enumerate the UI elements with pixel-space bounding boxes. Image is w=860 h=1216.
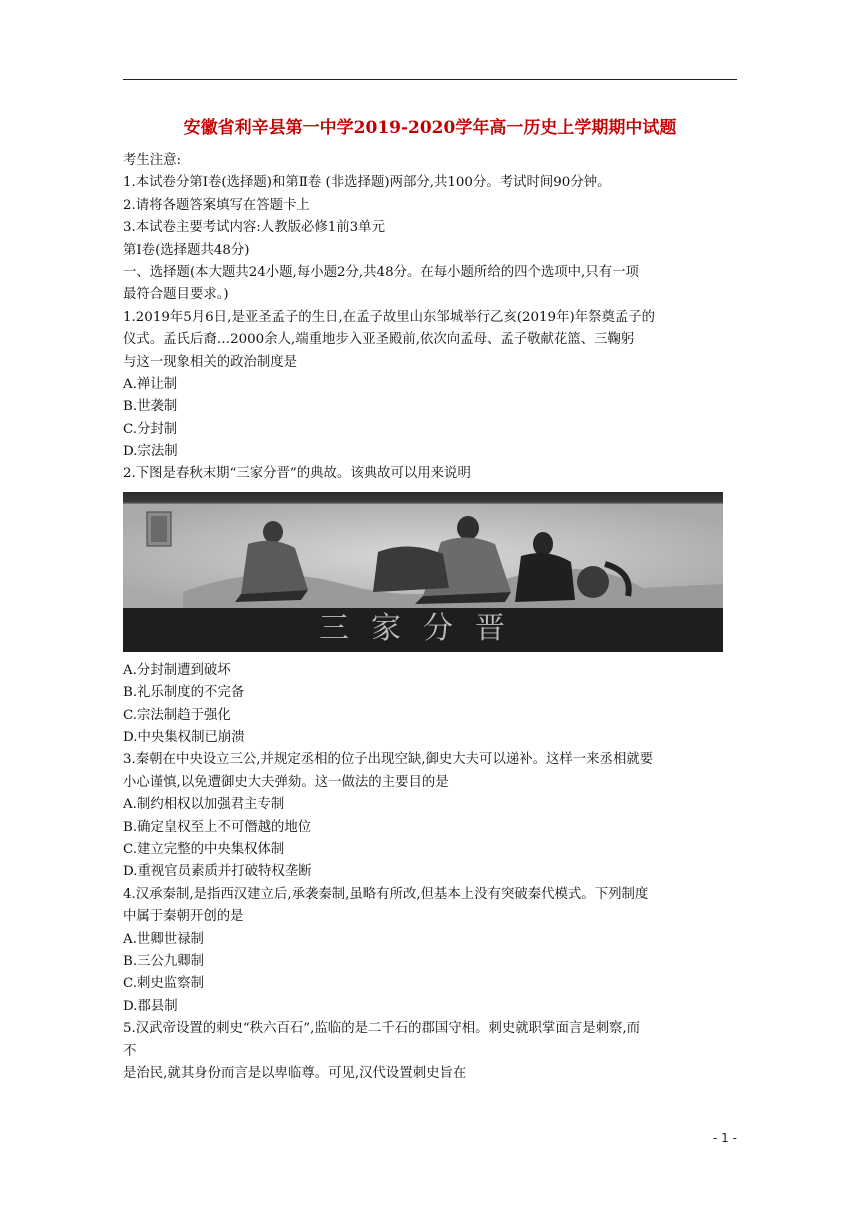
notice-line: 1.本试卷分第Ⅰ卷(选择题)和第Ⅱ卷 (非选择题)两部分,共100分。考试时间90分钟。 bbox=[123, 175, 611, 191]
question-2 bbox=[123, 463, 737, 749]
option-c: C.分封制 bbox=[123, 421, 178, 437]
option-b: B.三公九卿制 bbox=[123, 953, 205, 969]
question-stem-line: 不 bbox=[123, 1043, 137, 1059]
option-d: D.重视官员素质并打破特权垄断 bbox=[123, 864, 312, 880]
option-c: C.宗法制趋于强化 bbox=[123, 707, 231, 723]
question-stem-line: 仪式。孟氏后裔…2000余人,端重地步入亚圣殿前,依次向孟母、孟子敬献花篮、三鞠躬 bbox=[123, 332, 635, 348]
banner-text: 三家分晋 bbox=[319, 610, 527, 646]
question-3 bbox=[123, 749, 737, 883]
option-d: D.郡县制 bbox=[123, 998, 178, 1014]
question-stem-line: 2.下图是春秋末期“三家分晋”的典故。该典故可以用来说明 bbox=[123, 466, 471, 482]
section-heading: 第Ⅰ卷(选择题共48分) bbox=[123, 242, 250, 258]
option-a: A.制约相权以加强君主专制 bbox=[123, 797, 285, 813]
exam-title: 安徽省利辛县第一中学2019-2020学年高一历史上学期期中试题 bbox=[183, 118, 677, 138]
option-b: B.世袭制 bbox=[123, 399, 178, 415]
question-stem-line: 1.2019年5月6日,是亚圣孟子的生日,在孟子故里山东邹城举行乙亥(2019年)年祭奠孟子的 bbox=[123, 309, 656, 325]
option-b: B.确定皇权至上不可僭越的地位 bbox=[123, 819, 312, 835]
option-c: C.建立完整的中央集权体制 bbox=[123, 841, 285, 857]
question-stem-line: 中属于秦朝开创的是 bbox=[123, 909, 244, 925]
notice-line: 3.本试卷主要考试内容:人教版必修1前3单元 bbox=[123, 220, 385, 236]
question-stem-line: 3.秦朝在中央设立三公,并规定丞相的位子出现空缺,御史大夫可以递补。这样一来丞相就要 bbox=[123, 752, 654, 768]
option-d: D.宗法制 bbox=[123, 444, 178, 460]
question-4 bbox=[123, 884, 737, 1018]
option-b: B.礼乐制度的不完备 bbox=[123, 685, 245, 701]
exam-body bbox=[123, 150, 737, 1085]
page-number: - 1 - bbox=[713, 1131, 737, 1145]
question-stem-line: 4.汉承秦制,是指西汉建立后,承袭秦制,虽略有所改,但基本上没有突破秦代模式。下列制度 bbox=[123, 886, 649, 902]
question-stem-line: 5.汉武帝设置的刺史“秩六百石”,监临的是二千石的郡国守相。刺史就职掌面言是刺察,而 bbox=[123, 1021, 641, 1037]
notice-heading: 考生注意: bbox=[123, 153, 182, 168]
option-a: A.分封制遭到破坏 bbox=[123, 662, 231, 678]
option-a: A.世卿世禄制 bbox=[123, 931, 204, 947]
question-stem-line: 与这一现象相关的政治制度是 bbox=[123, 354, 298, 370]
painting-illustration bbox=[123, 492, 723, 652]
question-5 bbox=[123, 1018, 737, 1085]
section-intro-line: 最符合题目要求。) bbox=[123, 287, 229, 303]
question-stem-line: 小心谨慎,以免遭御史大夫弹劾。这一做法的主要目的是 bbox=[123, 774, 449, 790]
option-d: D.中央集权制已崩溃 bbox=[123, 730, 245, 746]
section-intro-line: 一、选择题(本大题共24小题,每小题2分,共48分。在每小题所给的四个选项中,只有一项 bbox=[123, 264, 639, 280]
question-stem-line: 是治民,就其身份而言是以卑临尊。可见,汉代设置刺史旨在 bbox=[123, 1065, 467, 1081]
notice-line: 2.请将各题答案填写在答题卡上 bbox=[123, 197, 310, 213]
header-rule bbox=[123, 79, 737, 80]
option-a: A.禅让制 bbox=[123, 376, 178, 392]
three-families-partition-jin-image bbox=[123, 492, 723, 652]
seal-stamp-icon bbox=[147, 512, 171, 546]
option-c: C.刺史监察制 bbox=[123, 976, 204, 992]
question-1 bbox=[123, 307, 737, 464]
